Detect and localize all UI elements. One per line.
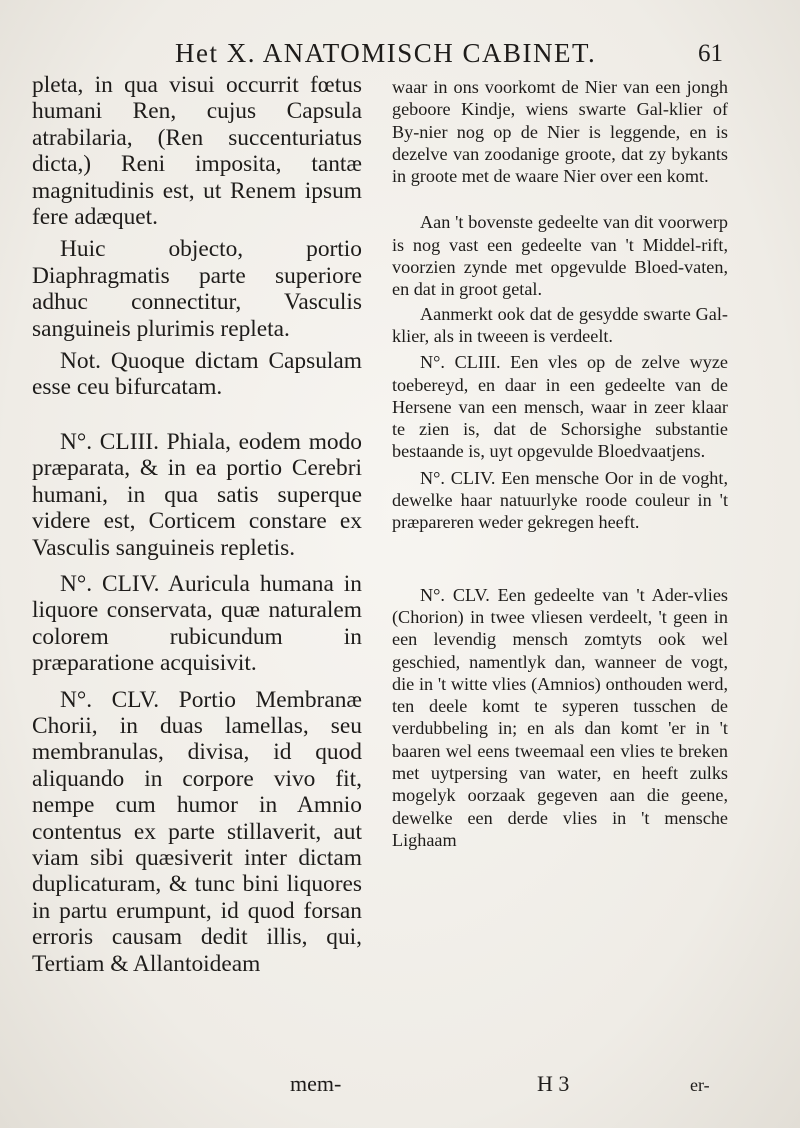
dutch-item-cliii: N°. CLIII. Een vles op de zelve wyze toebereyd, en daar in een gedeelte van de Hersene van een mensch, waar in zeer klaar te zien is, dat de Schorsighe substantie bestaande is, uyt opgevulde Bloedvaatjens. (392, 352, 728, 462)
running-title: Het X. ANATOMISCH CABINET. (175, 38, 597, 68)
latin-paragraph-1: pleta, in qua visui occurrit fœtus humani Ren, cujus Capsula atrabilaria, (Ren succenturiatus dicta,) Reni imposita, tantæ magnitudinis est, ut Renem ipsum fere adæquet. (32, 72, 362, 231)
latin-item-clv: N°. CLV. Portio Membranæ Chorii, in duas lamellas, seu membranulas, divisa, id quod aliquando in corpore vivo fit, nempe cum humor in Amnio contentus ex parte stillaverit, aut viam sibi quæsiverit inter dictam duplicaturam, & tunc bini liquores in partu erumpunt, id quod forsan erroris causam dedit illis, qui, Tertiam & Allantoideam (32, 686, 362, 977)
running-header (0, 38, 800, 72)
dutch-paragraph-1: waar in ons voorkomt de Nier van een jongh geboore Kindje, wiens swarte Gal-klier of By-nier nog op de Nier is leggende, en is dezelve van zoodanige groote, dat zy bykants in groote met de waare Nier over een komt. (392, 77, 728, 187)
dutch-note: Aanmerkt ook dat de gesydde swarte Gal-klier, als in tweeen is verdeelt. (392, 303, 728, 346)
dutch-column (392, 76, 728, 851)
latin-item-cliii: N°. CLIII. Phiala, eodem modo præparata, & in ea portio Cerebri humani, in qua satis superque videre est, Corticem constare ex Vasculis sanguineis repletis. (32, 428, 362, 561)
catchword-left: mem- (290, 1071, 342, 1096)
latin-paragraph-2: Huic objecto, portio Diaphragmatis parte superiore adhuc connectitur, Vasculis sanguineis plurimis repleta. (32, 236, 362, 342)
latin-column (32, 72, 362, 977)
dutch-item-clv: N°. CLV. Een gedeelte van 't Ader-vlies (Chorion) in twee vliesen verdeelt, 't geen in een levendig mensch zomtyts ook wel geschied, namentlyk dan, wanneer de vogt, die in 't witte vlies (Amnios) onthouden werd, ten deele komt te syperen tusschen de verdubbeling in; en als dan komt 'er in 't baaren wel eens tweemaal een vlies te breken met uytpersing van water, en heeft zulks mogelyk oorzaak gegeven aan die geene, dewelke een derde vlies in 't mensche Lighaam (392, 584, 728, 850)
dutch-paragraph-2: Aan 't bovenste gedeelte van dit voorwerp is nog vast een gedeelte van 't Middel-rift, voorzien zynde met opgevulde Bloed-vaten, en dat in groot getal. (392, 212, 728, 300)
catchword-right: er- (690, 1075, 710, 1095)
dutch-item-cliv: N°. CLIV. Een mensche Oor in de voght, dewelke haar natuurlyke roode couleur in 't præpareren weder gekregen heeft. (392, 467, 728, 533)
page-number: 61 (698, 40, 723, 67)
latin-note: Not. Quoque dictam Capsulam esse ceu bifurcatam. (32, 348, 362, 401)
signature-mark: H 3 (537, 1071, 570, 1096)
latin-item-cliv: N°. CLIV. Auricula humana in liquore conservata, quæ naturalem colorem rubicundum in præparatione acquisivit. (32, 570, 362, 677)
